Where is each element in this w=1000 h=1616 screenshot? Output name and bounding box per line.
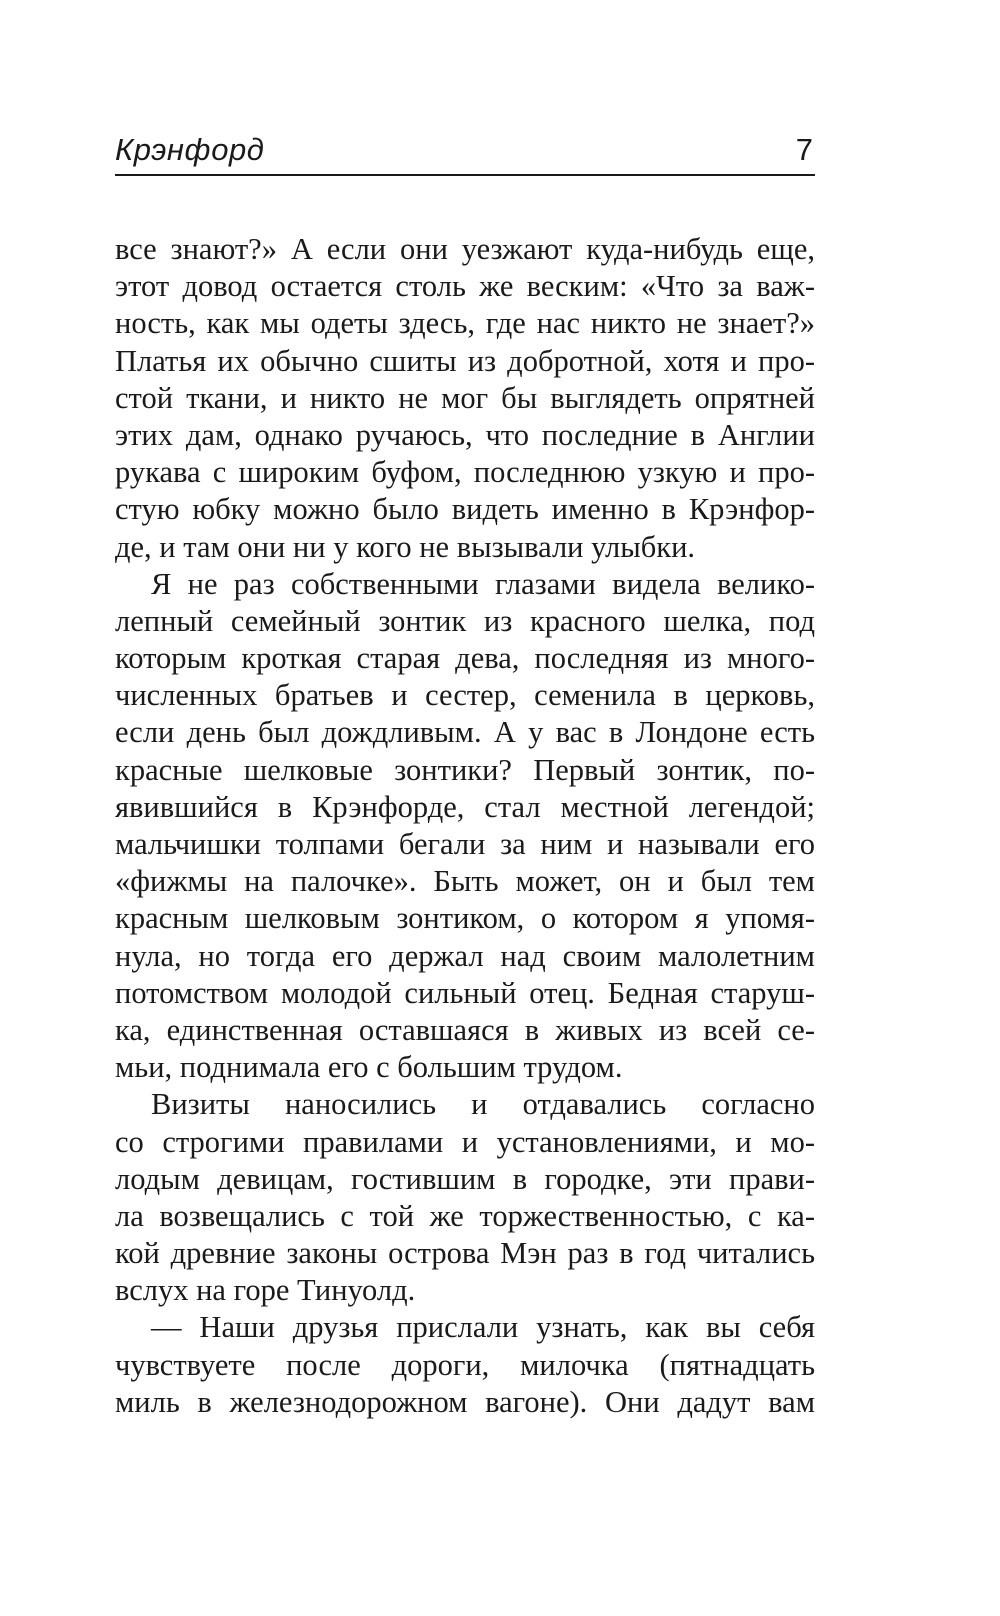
text-line: стую юбку можно было видеть именно в Крэнфор-	[115, 492, 815, 527]
text-line: вслух на горе Тинуолд.	[115, 1273, 416, 1308]
text-line: Я не раз собственными глазами видела велико-	[151, 566, 815, 601]
text-line: численных братьев и сестер, семенила в церковь,	[115, 678, 815, 713]
text-line: все знают?» А если они уезжают куда-нибудь еще,	[115, 232, 815, 266]
text-line: явившийся в Крэнфорде, стал местной легендой;	[115, 789, 815, 824]
text-line: миль в железнодорожном вагоне). Они дадут вам	[115, 1384, 815, 1419]
text-line: красным шелковым зонтиком, о котором я упомя-	[115, 901, 815, 936]
text-line: этих дам, однако ручаюсь, что последние в Англии	[115, 417, 815, 452]
paragraph	[115, 1086, 815, 1309]
text-line: ла возвещались с той же торжественностью, с ка-	[115, 1198, 815, 1233]
text-line: мьи, поднимала его с большим трудом.	[115, 1050, 623, 1085]
text-line: Платья их обычно сшиты из добротной, хотя и про-	[115, 343, 815, 378]
body-text	[115, 231, 815, 1421]
page-number: 7	[795, 132, 813, 167]
text-line: если день был дождливым. А у вас в Лондоне есть	[115, 715, 815, 750]
text-line: рукава с широким буфом, последнюю узкую и про-	[115, 455, 815, 490]
text-line: которым кроткая старая дева, последняя из много-	[115, 641, 815, 676]
text-line: — Наши друзья прислали узнать, как вы себя	[151, 1310, 815, 1345]
text-line: лепный семейный зонтик из красного шелка, под	[115, 603, 815, 638]
text-line: кой древние законы острова Мэн раз в год читались	[115, 1236, 815, 1271]
text-line: чувствуете после дороги, милочка (пятнадцать	[115, 1347, 815, 1382]
paragraph	[115, 231, 815, 566]
paragraph	[115, 566, 815, 1087]
text-line: со строгими правилами и установлениями, и мо-	[115, 1124, 815, 1159]
paragraph	[115, 1309, 815, 1421]
text-line: де, и там они ни у кого не вызывали улыбки.	[115, 529, 696, 564]
text-line: красные шелковые зонтики? Первый зонтик, по-	[115, 752, 815, 787]
text-line: ность, как мы одеты здесь, где нас никто не знает?»	[115, 306, 815, 341]
text-line: нула, но тогда его держал над своим малолетним	[115, 938, 815, 973]
running-head	[115, 128, 815, 176]
running-title: Крэнфорд	[115, 132, 265, 167]
text-line: «фижмы на палочке». Быть может, он и был тем	[115, 864, 815, 899]
text-line: мальчишки толпами бегали за ним и называли его	[115, 827, 815, 861]
text-line: потомством молодой сильный отец. Бедная старуш-	[115, 975, 815, 1010]
text-line: стой ткани, и никто не мог бы выглядеть опрятней	[115, 380, 815, 415]
text-line: лодым девицам, гостившим в городке, эти прави-	[115, 1161, 815, 1196]
text-line: ка, единственная оставшаяся в живых из всей се-	[115, 1012, 815, 1047]
text-line: этот довод остается столь же веским: «Что за важ-	[115, 269, 815, 304]
text-line: Визиты наносились и отдавались согласно	[151, 1087, 815, 1122]
